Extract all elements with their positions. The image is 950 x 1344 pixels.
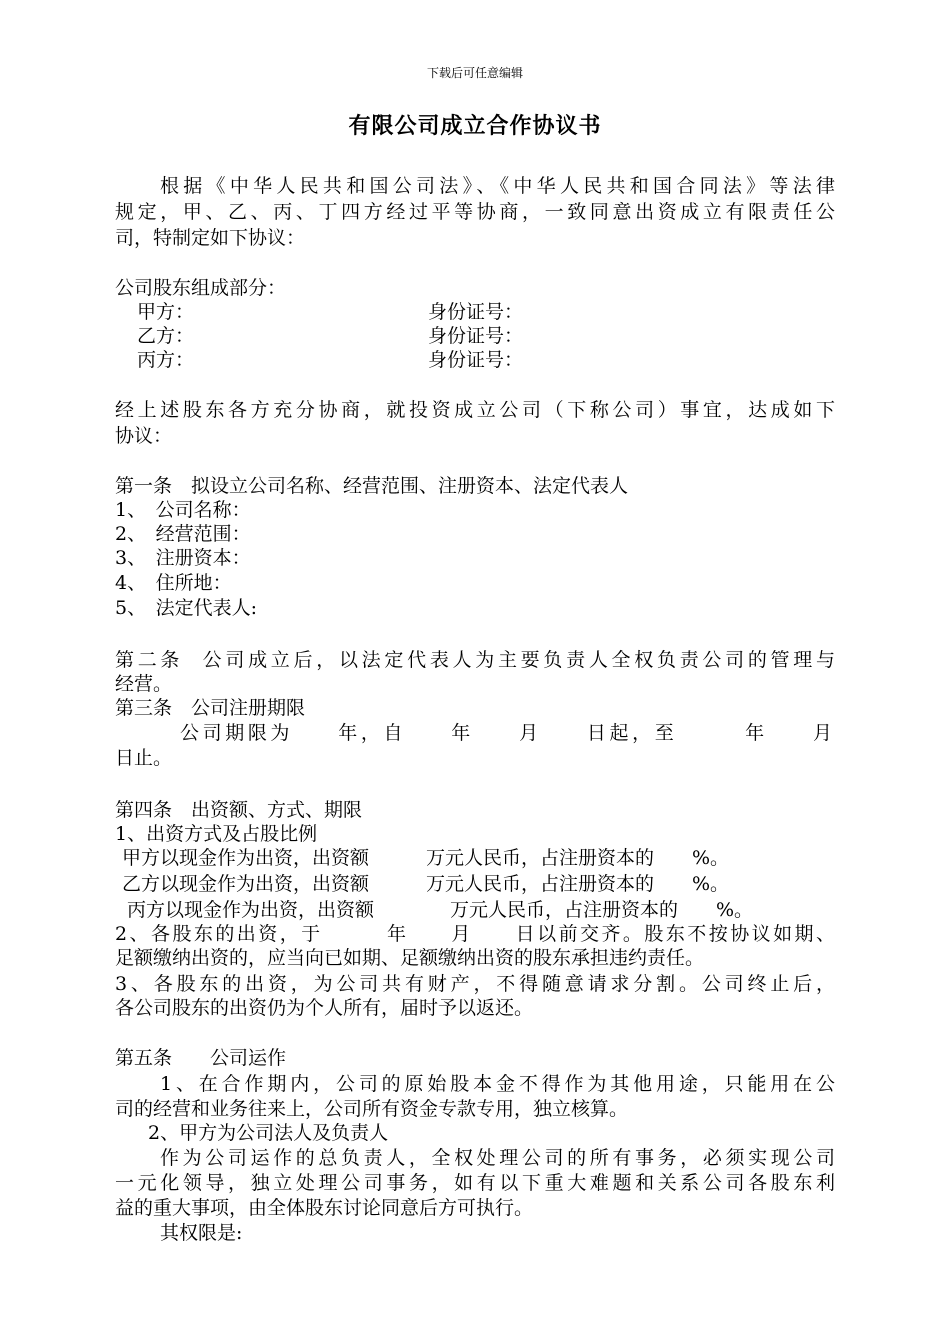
article4-clause2-line-2: 足额缴纳出资的，应当向已如期、足额缴纳出资的股东承担违约责任。	[115, 947, 705, 969]
article1-item-3: 3、 注册资本：	[115, 547, 251, 569]
article1-item-1: 1、 公司名称：	[115, 499, 251, 521]
intro-line-3: 司，特制定如下协议：	[115, 227, 306, 249]
article1-heading: 第一条 拟设立公司名称、经营范围、注册资本、法定代表人	[115, 475, 629, 497]
article5-p1-line-1: 1、在合作期内，公司的原始股本金不得作为其他用途，只能用在公	[160, 1073, 835, 1095]
article3-term-end: 日止。	[115, 747, 173, 769]
party-c-contribution: 丙方以现金作为出资，出资额 万元人民币，占注册资本的 %。	[127, 899, 754, 921]
party-c-label: 丙方：	[137, 349, 195, 371]
party-a-id-label: 身份证号：	[428, 301, 524, 323]
party-a-label: 甲方：	[137, 301, 195, 323]
article5-p2-line-2: 一元化领导，独立处理公司事务，如有以下重大难题和关系公司各股东利	[115, 1172, 835, 1194]
party-b-contribution: 乙方以现金作为出资，出资额 万元人民币，占注册资本的 %。	[122, 873, 730, 895]
article4-clause2-line-1: 2、各股东的出资，于 年 月 日以前交齐。股东不按协议如期、	[115, 923, 835, 945]
article4-heading: 第四条 出资额、方式、期限	[115, 799, 363, 821]
agreement-intro-line-2: 协议：	[115, 425, 173, 447]
article4-sub1: 1、出资方式及占股比例	[115, 823, 318, 845]
party-b-label: 乙方：	[137, 325, 195, 347]
article1-item-2: 2、 经营范围：	[115, 523, 251, 545]
article5-p2-line-3: 益的重大事项，由全体股东讨论同意后方可执行。	[115, 1197, 534, 1219]
article5-p2-heading: 2、甲方为公司法人及负责人	[148, 1122, 389, 1144]
party-a-contribution: 甲方以现金作为出资，出资额 万元人民币，占注册资本的 %。	[122, 847, 730, 869]
shareholders-heading: 公司股东组成部分：	[115, 277, 287, 299]
article2-line-1: 第二条 公司成立后，以法定代表人为主要负责人全权负责公司的管理与	[115, 649, 835, 671]
agreement-intro-line-1: 经上述股东各方充分协商，就投资成立公司（下称公司）事宜，达成如下	[115, 399, 835, 421]
article4-clause3-line-1: 3、各股东的出资，为公司共有财产，不得随意请求分割。公司终止后，	[115, 973, 835, 995]
article1-item-4: 4、 住所地：	[115, 572, 232, 594]
page-header-note: 下载后可任意编辑	[426, 66, 523, 80]
document-title: 有限公司成立合作协议书	[348, 113, 602, 139]
article1-item-5: 5、 法定代表人:	[115, 597, 257, 619]
article5-p1-line-2: 司的经营和业务往来上，公司所有资金专款专用，独立核算。	[115, 1098, 629, 1120]
article5-powers: 其权限是:	[160, 1222, 243, 1244]
article3-term-line: 公司期限为 年，自 年 月 日起，至 年 月	[180, 722, 832, 744]
article3-heading: 第三条 公司注册期限	[115, 697, 306, 719]
party-c-id-label: 身份证号：	[428, 349, 524, 371]
article5-heading: 第五条 公司运作	[115, 1047, 287, 1069]
intro-line-1: 根据《中华人民共和国公司法》、《中华人民共和国合同法》等法律	[160, 175, 835, 197]
article5-p2-line-1: 作为公司运作的总负责人，全权处理公司的所有事务，必须实现公司	[160, 1147, 835, 1169]
article4-clause3-line-2: 各公司股东的出资仍为个人所有，届时予以返还。	[115, 997, 534, 1019]
party-b-id-label: 身份证号：	[428, 325, 524, 347]
intro-line-2: 规定，甲、乙、丙、丁四方经过平等协商，一致同意出资成立有限责任公	[115, 201, 835, 223]
article2-line-2: 经营。	[115, 673, 173, 695]
